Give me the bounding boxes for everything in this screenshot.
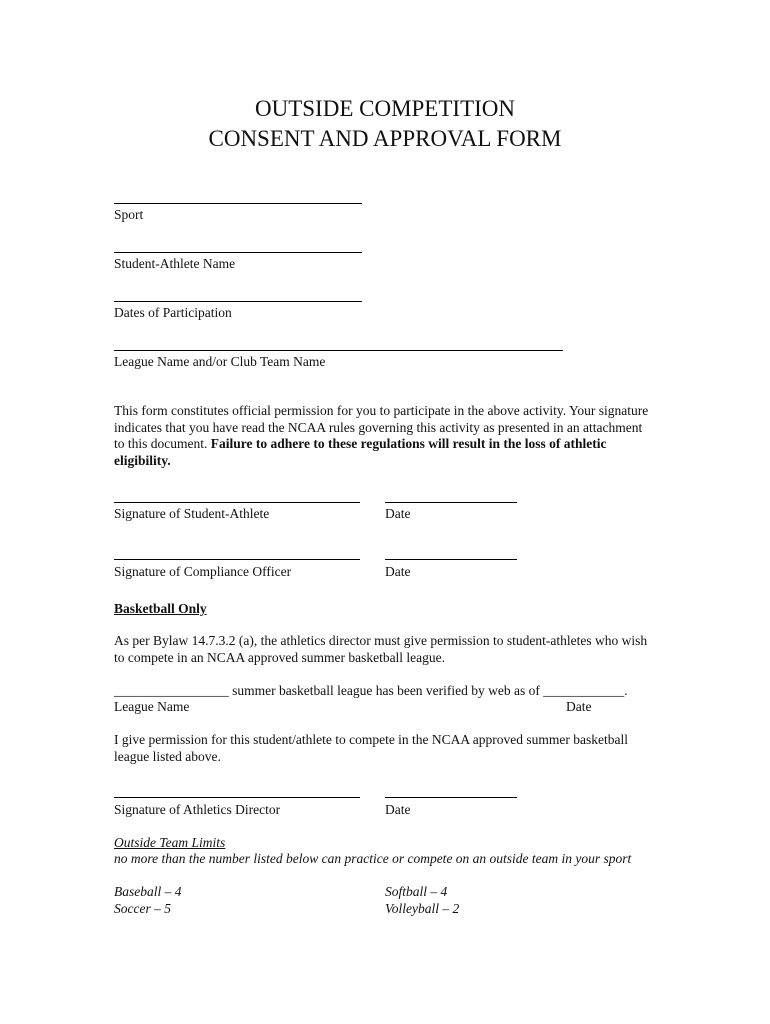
limit-item-baseball: Baseball – 4 (114, 884, 182, 899)
athletics-director-date-label: Date (385, 802, 411, 817)
student-athlete-date-label: Date (385, 506, 411, 521)
sport-line[interactable] (114, 203, 362, 204)
verified-line (114, 683, 628, 699)
compliance-officer-date-label: Date (385, 564, 411, 579)
verified-text: summer basketball league has been verified by web as of (228, 683, 544, 698)
student-athlete-name-line[interactable] (114, 252, 362, 253)
permission-paragraph: I give permission for this student/athlete to compete in the NCAA approved summer basketball league listed above. (114, 732, 629, 764)
compliance-officer-signature-line[interactable] (114, 559, 360, 560)
compliance-officer-date-line[interactable] (385, 559, 517, 560)
league-name-blank[interactable]: _________________ (114, 683, 229, 698)
form-title-line-1: OUTSIDE COMPETITION (254, 96, 515, 121)
limit-item-soccer: Soccer – 5 (114, 901, 171, 916)
league-name-line[interactable] (114, 350, 563, 351)
student-athlete-signature-label: Signature of Student-Athlete (114, 506, 270, 521)
permission-statement (114, 403, 654, 469)
statement-text: This form constitutes official permission for you to participate in the above activity. Your signature indicates that you have read the NCAA rules governing this activity as presented in an attachment to this document. (114, 403, 649, 451)
dates-of-participation-label: Dates of Participation (114, 305, 232, 320)
athletics-director-date-line[interactable] (385, 797, 517, 798)
limit-item-softball: Softball – 4 (385, 884, 448, 899)
athletics-director-signature-line[interactable] (114, 797, 360, 798)
outside-team-limits-note: no more than the number listed below can practice or compete on an outside team in your sport (114, 851, 632, 866)
athletics-director-signature-label: Signature of Athletics Director (114, 802, 281, 817)
basketball-only-heading: Basketball Only (114, 601, 207, 616)
compliance-officer-signature-label: Signature of Compliance Officer (114, 564, 292, 579)
verified-date-label: Date (566, 699, 592, 714)
bylaw-paragraph: As per Bylaw 14.7.3.2 (a), the athletics director must give permission to student-athletes who wish to compete in an NCAA approved summer basketball league. (114, 633, 648, 665)
verified-date-blank[interactable]: ____________. (543, 683, 628, 698)
dates-of-participation-line[interactable] (114, 301, 362, 302)
statement-warning: Failure to adhere to these regulations will result in the loss of athletic eligibility. (114, 436, 607, 468)
student-athlete-date-line[interactable] (385, 502, 517, 503)
league-name-label: League Name and/or Club Team Name (114, 354, 326, 369)
limit-item-volleyball: Volleyball – 2 (385, 901, 460, 916)
student-athlete-signature-line[interactable] (114, 502, 360, 503)
verified-league-name-label: League Name (114, 699, 190, 714)
form-title-line-2: CONSENT AND APPROVAL FORM (208, 126, 562, 151)
student-athlete-name-label: Student-Athlete Name (114, 256, 236, 271)
sport-label: Sport (114, 207, 144, 222)
outside-team-limits-heading: Outside Team Limits (114, 835, 226, 850)
